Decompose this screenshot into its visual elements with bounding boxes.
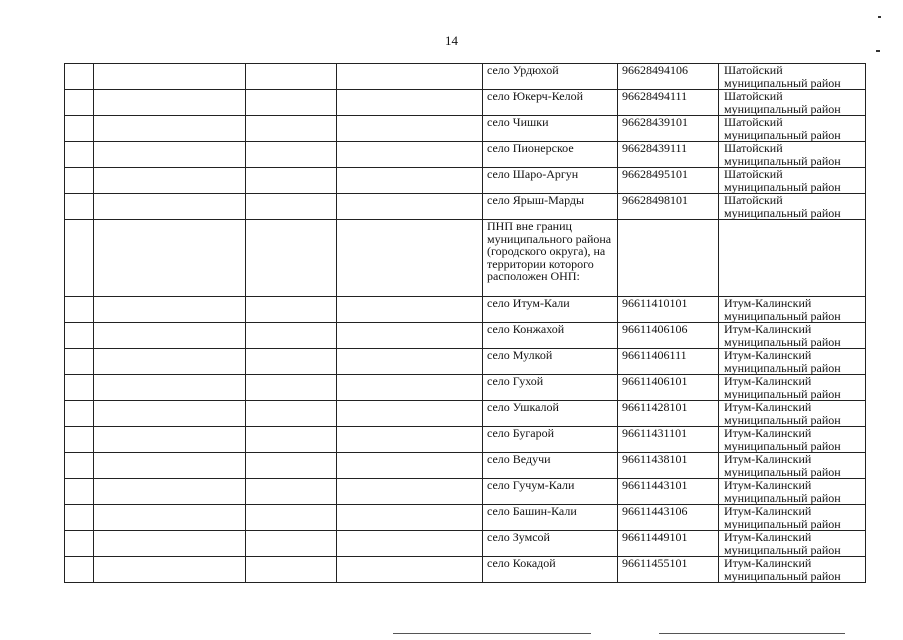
settlement-cell: село Бугарой	[483, 427, 618, 453]
empty-cell	[65, 142, 94, 168]
scan-artifact-mark	[878, 16, 881, 18]
district-cell	[719, 220, 866, 297]
empty-cell	[246, 168, 337, 194]
empty-cell	[246, 116, 337, 142]
settlement-cell: село Конжахой	[483, 323, 618, 349]
empty-cell	[65, 323, 94, 349]
table-row	[65, 401, 866, 427]
district-cell: Итум-Калинский муниципальный район	[719, 323, 866, 349]
empty-cell	[246, 479, 337, 505]
empty-cell	[65, 505, 94, 531]
district-cell: Итум-Калинский муниципальный район	[719, 427, 866, 453]
footer-line	[659, 633, 845, 634]
empty-cell	[337, 453, 483, 479]
settlement-cell: село Кокадой	[483, 557, 618, 583]
empty-cell	[337, 375, 483, 401]
empty-cell	[337, 116, 483, 142]
table-row	[65, 323, 866, 349]
district-cell: Шатойский муниципальный район	[719, 90, 866, 116]
empty-cell	[246, 142, 337, 168]
empty-cell	[65, 64, 94, 90]
oktmo-code-cell: 96628495101	[618, 168, 719, 194]
oktmo-code-cell: 96611406101	[618, 375, 719, 401]
district-cell: Итум-Калинский муниципальный район	[719, 479, 866, 505]
empty-cell	[65, 479, 94, 505]
district-cell: Шатойский муниципальный район	[719, 116, 866, 142]
settlement-cell: село Гучум-Кали	[483, 479, 618, 505]
table-row	[65, 505, 866, 531]
table-row	[65, 297, 866, 323]
empty-cell	[337, 557, 483, 583]
oktmo-code-cell	[618, 220, 719, 297]
empty-cell	[337, 479, 483, 505]
empty-cell	[246, 90, 337, 116]
settlement-cell: село Башин-Кали	[483, 505, 618, 531]
empty-cell	[94, 401, 246, 427]
oktmo-code-cell: 96611443106	[618, 505, 719, 531]
district-cell: Итум-Калинский муниципальный район	[719, 557, 866, 583]
empty-cell	[94, 505, 246, 531]
table-row	[65, 90, 866, 116]
settlement-cell: село Ведучи	[483, 453, 618, 479]
empty-cell	[94, 220, 246, 297]
empty-cell	[246, 401, 337, 427]
settlement-cell: село Итум-Кали	[483, 297, 618, 323]
empty-cell	[246, 427, 337, 453]
table-row	[65, 427, 866, 453]
empty-cell	[337, 505, 483, 531]
empty-cell	[337, 531, 483, 557]
empty-cell	[94, 453, 246, 479]
settlement-cell: село Мулкой	[483, 349, 618, 375]
settlement-cell: село Ушкалой	[483, 401, 618, 427]
settlement-cell: село Чишки	[483, 116, 618, 142]
settlement-cell: село Урдюхой	[483, 64, 618, 90]
empty-cell	[94, 349, 246, 375]
table-row	[65, 557, 866, 583]
empty-cell	[337, 168, 483, 194]
empty-cell	[65, 531, 94, 557]
empty-cell	[94, 323, 246, 349]
district-cell: Итум-Калинский муниципальный район	[719, 297, 866, 323]
settlement-cell: село Пионерское	[483, 142, 618, 168]
table-row	[65, 194, 866, 220]
settlement-cell: ПНП вне границ муниципального района (городского округа), на территории которого расположен ОНП:	[483, 220, 618, 297]
table-row	[65, 116, 866, 142]
empty-cell	[246, 531, 337, 557]
table-row	[65, 142, 866, 168]
oktmo-code-cell: 96611431101	[618, 427, 719, 453]
oktmo-code-cell: 96611428101	[618, 401, 719, 427]
empty-cell	[337, 427, 483, 453]
empty-cell	[94, 427, 246, 453]
settlement-cell: село Шаро-Аргун	[483, 168, 618, 194]
empty-cell	[337, 194, 483, 220]
table-row	[65, 375, 866, 401]
empty-cell	[65, 453, 94, 479]
oktmo-code-cell: 96628439101	[618, 116, 719, 142]
empty-cell	[94, 194, 246, 220]
table-body	[65, 64, 866, 583]
empty-cell	[65, 401, 94, 427]
empty-cell	[246, 557, 337, 583]
table-row	[65, 349, 866, 375]
empty-cell	[337, 64, 483, 90]
empty-cell	[94, 116, 246, 142]
district-cell: Итум-Калинский муниципальный район	[719, 505, 866, 531]
district-cell: Шатойский муниципальный район	[719, 142, 866, 168]
table-row	[65, 168, 866, 194]
scan-artifact-mark	[876, 50, 880, 52]
settlements-table	[64, 63, 866, 583]
empty-cell	[246, 194, 337, 220]
empty-cell	[246, 64, 337, 90]
oktmo-code-cell: 96628494106	[618, 64, 719, 90]
empty-cell	[94, 64, 246, 90]
district-cell: Шатойский муниципальный район	[719, 168, 866, 194]
empty-cell	[246, 220, 337, 297]
empty-cell	[337, 323, 483, 349]
empty-cell	[246, 323, 337, 349]
empty-cell	[246, 505, 337, 531]
oktmo-code-cell: 96611443101	[618, 479, 719, 505]
page-number: 14	[445, 33, 458, 48]
district-cell: Итум-Калинский муниципальный район	[719, 375, 866, 401]
settlement-cell: село Юкерч-Келой	[483, 90, 618, 116]
settlement-cell: село Ярыш-Марды	[483, 194, 618, 220]
empty-cell	[65, 116, 94, 142]
oktmo-code-cell: 96611438101	[618, 453, 719, 479]
empty-cell	[94, 297, 246, 323]
oktmo-code-cell: 96611406106	[618, 323, 719, 349]
empty-cell	[246, 349, 337, 375]
district-cell: Итум-Калинский муниципальный район	[719, 349, 866, 375]
oktmo-code-cell: 96611455101	[618, 557, 719, 583]
footer-line	[393, 633, 591, 634]
empty-cell	[337, 297, 483, 323]
empty-cell	[94, 531, 246, 557]
table-row	[65, 531, 866, 557]
empty-cell	[65, 297, 94, 323]
empty-cell	[65, 349, 94, 375]
district-cell: Итум-Калинский муниципальный район	[719, 531, 866, 557]
empty-cell	[337, 220, 483, 297]
oktmo-code-cell: 96611410101	[618, 297, 719, 323]
empty-cell	[65, 168, 94, 194]
district-cell: Шатойский муниципальный район	[719, 64, 866, 90]
empty-cell	[94, 479, 246, 505]
empty-cell	[246, 375, 337, 401]
empty-cell	[65, 220, 94, 297]
table-row	[65, 453, 866, 479]
oktmo-code-cell: 96628494111	[618, 90, 719, 116]
empty-cell	[337, 349, 483, 375]
table-row	[65, 220, 866, 297]
settlement-cell: село Гухой	[483, 375, 618, 401]
empty-cell	[94, 375, 246, 401]
empty-cell	[94, 90, 246, 116]
empty-cell	[94, 168, 246, 194]
oktmo-code-cell: 96611449101	[618, 531, 719, 557]
table-row	[65, 64, 866, 90]
district-cell: Итум-Калинский муниципальный район	[719, 453, 866, 479]
table-row	[65, 479, 866, 505]
empty-cell	[65, 90, 94, 116]
empty-cell	[337, 90, 483, 116]
empty-cell	[65, 194, 94, 220]
district-cell: Шатойский муниципальный район	[719, 194, 866, 220]
empty-cell	[337, 401, 483, 427]
empty-cell	[94, 142, 246, 168]
oktmo-code-cell: 96628498101	[618, 194, 719, 220]
oktmo-code-cell: 96628439111	[618, 142, 719, 168]
empty-cell	[94, 557, 246, 583]
empty-cell	[246, 297, 337, 323]
empty-cell	[337, 142, 483, 168]
oktmo-code-cell: 96611406111	[618, 349, 719, 375]
empty-cell	[65, 557, 94, 583]
empty-cell	[65, 375, 94, 401]
empty-cell	[65, 427, 94, 453]
empty-cell	[246, 453, 337, 479]
settlement-cell: село Зумсой	[483, 531, 618, 557]
district-cell: Итум-Калинский муниципальный район	[719, 401, 866, 427]
